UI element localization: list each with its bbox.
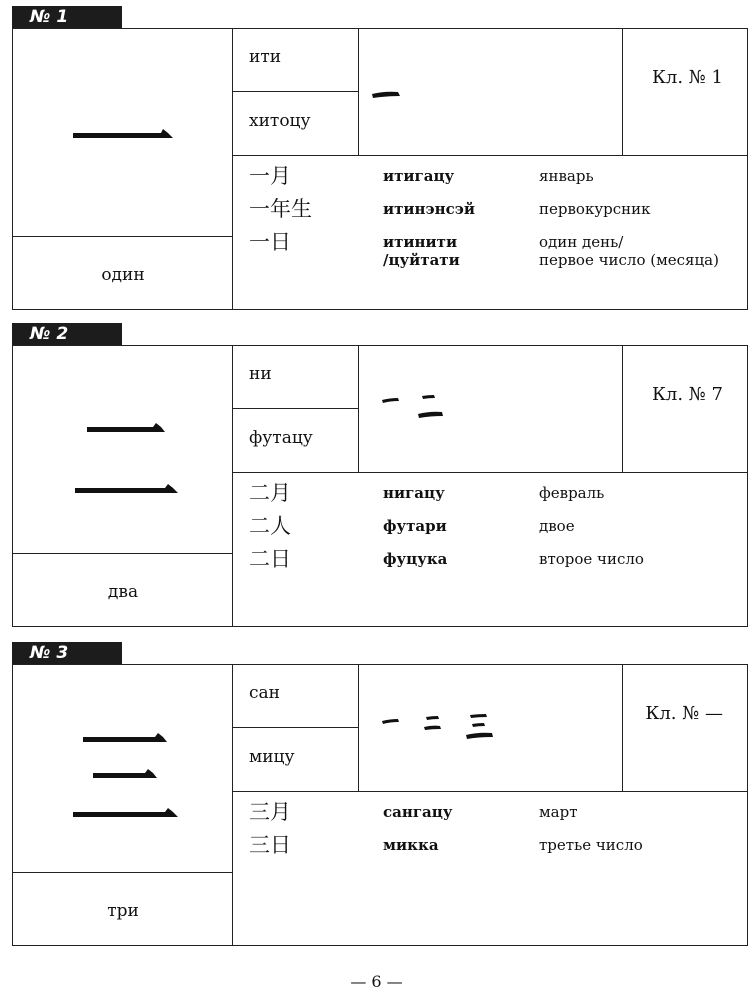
vocab-translation: март	[539, 803, 578, 821]
vocab-row	[249, 546, 739, 580]
vocab-kanji: 二月	[249, 481, 291, 505]
vocab-translation: первокурсник	[539, 200, 651, 218]
vocab-translation: февраль	[539, 484, 605, 502]
kanji-glyph	[13, 665, 233, 872]
vocab-row	[249, 480, 739, 514]
vocab-reading: итинэнсэй	[383, 200, 476, 218]
stroke-order	[378, 709, 518, 749]
vocab-row	[249, 229, 739, 279]
vocab-reading: футари	[383, 517, 447, 535]
kanji-card-3	[12, 642, 748, 947]
radical-label: Кл. № 7	[651, 384, 723, 405]
vocab-row	[249, 513, 739, 547]
vocab-kanji: 一年生	[249, 197, 312, 221]
meaning-label: один	[101, 265, 145, 285]
vocab-reading: сангацу	[383, 803, 453, 821]
card-number-tag: № 2	[12, 323, 122, 345]
kanji-glyph	[13, 346, 233, 553]
kanji-card-2	[12, 323, 748, 628]
vocab-kanji: 一月	[249, 164, 291, 188]
kanji-glyph	[13, 29, 233, 236]
vocab-translation: двое	[539, 517, 575, 535]
stroke-order	[368, 79, 408, 109]
vocab-kanji: 一日	[249, 230, 291, 254]
meaning-label: два	[107, 582, 139, 602]
card-frame	[12, 28, 748, 310]
vocab-row	[249, 196, 739, 230]
vocab-reading: итинити	[383, 233, 458, 251]
card-number-tag: № 1	[12, 6, 122, 28]
vocab-reading: итигацу	[383, 167, 455, 185]
vocab-translation-cont: первое число (месяца)	[539, 251, 719, 269]
vocab-translation: один день/	[539, 233, 624, 251]
on-reading: ити	[249, 47, 282, 67]
vocab-translation: второе число	[539, 550, 644, 568]
vocab-reading: нигацу	[383, 484, 445, 502]
vocab-reading-alt: /цуйтати	[383, 251, 460, 269]
card-number-tag: № 3	[12, 642, 122, 664]
radical-label: Кл. № 1	[651, 67, 723, 88]
meaning-label: три	[107, 901, 139, 921]
on-reading: ни	[249, 364, 272, 384]
vocab-kanji: 三日	[249, 833, 291, 857]
vocab-reading: фуцука	[383, 550, 448, 568]
kun-reading: футацу	[249, 428, 313, 448]
vocab-row	[249, 799, 739, 833]
vocab-kanji: 二人	[249, 514, 291, 538]
vocab-row	[249, 832, 739, 866]
kanji-card-1	[12, 6, 748, 311]
stroke-order	[378, 386, 458, 426]
vocab-kanji: 二日	[249, 547, 291, 571]
vocab-row	[249, 163, 739, 197]
vocab-reading: микка	[383, 836, 439, 854]
vocab-translation: январь	[539, 167, 594, 185]
page-number: — 6 —	[350, 972, 403, 991]
vocab-translation: третье число	[539, 836, 643, 854]
card-frame	[12, 345, 748, 627]
vocab-kanji: 三月	[249, 800, 291, 824]
kun-reading: мицу	[249, 747, 295, 767]
radical-label: Кл. № —	[645, 703, 723, 724]
kun-reading: хитоцу	[249, 111, 311, 131]
on-reading: сан	[249, 683, 280, 703]
card-frame	[12, 664, 748, 946]
